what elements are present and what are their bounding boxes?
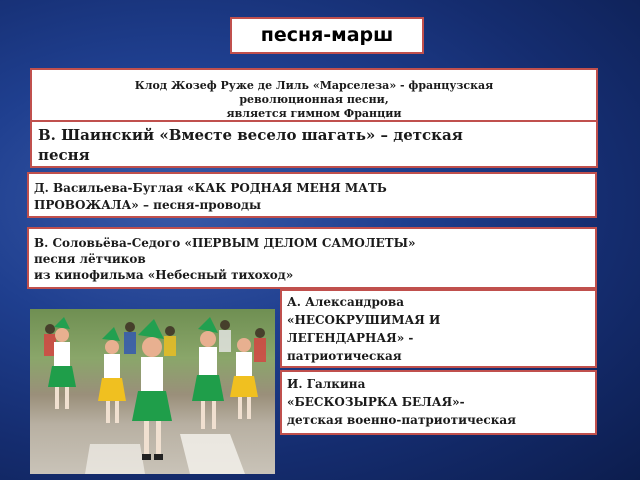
song-card-beskozyrka (280, 370, 597, 435)
card-line: революционная песни, (239, 93, 389, 106)
card-line: ПРОВОЖАЛА» – песня-проводы (34, 198, 262, 212)
card-line: Д. Васильева-Буглая «КАК РОДНАЯ МЕНЯ МАТЬ (34, 181, 387, 195)
marching-children-illustration (30, 309, 275, 474)
card-line: песня (38, 146, 90, 164)
card-line: является гимном Франции (226, 107, 402, 120)
card-line: «БЕСКОЗЫРКА БЕЛАЯ»- (287, 395, 465, 409)
card-line: А. Александрова (287, 295, 405, 309)
marching-children-photo (30, 309, 275, 474)
card-line: В. Шаинский «Вместе весело шагать» – детская (38, 126, 463, 144)
song-card-nesokrushimaya (280, 289, 597, 368)
card-line: Клод Жозеф Руже де Лиль «Марселеза» - французская (134, 79, 494, 92)
card-line: песня лётчиков (34, 252, 146, 266)
card-line: детская военно-патриотическая (287, 413, 517, 427)
card-line: В. Соловьёва-Седого «ПЕРВЫМ ДЕЛОМ САМОЛЕТЫ» (34, 236, 416, 250)
song-card-marseillaise (30, 68, 598, 123)
card-line: И. Галкина (287, 377, 366, 391)
card-line: патриотическая (287, 349, 402, 363)
card-line: из кинофильма «Небесный тихоход» (34, 268, 294, 282)
card-line: ЛЕГЕНДАРНАЯ» - (287, 331, 414, 345)
card-line: «НЕСОКРУШИМАЯ И (287, 313, 441, 327)
song-card-kak-rodnaya (27, 172, 597, 218)
slide-title: песня-марш (230, 17, 424, 54)
song-card-pervym-delom (27, 227, 597, 289)
song-card-vmeste-veselo (30, 120, 598, 168)
